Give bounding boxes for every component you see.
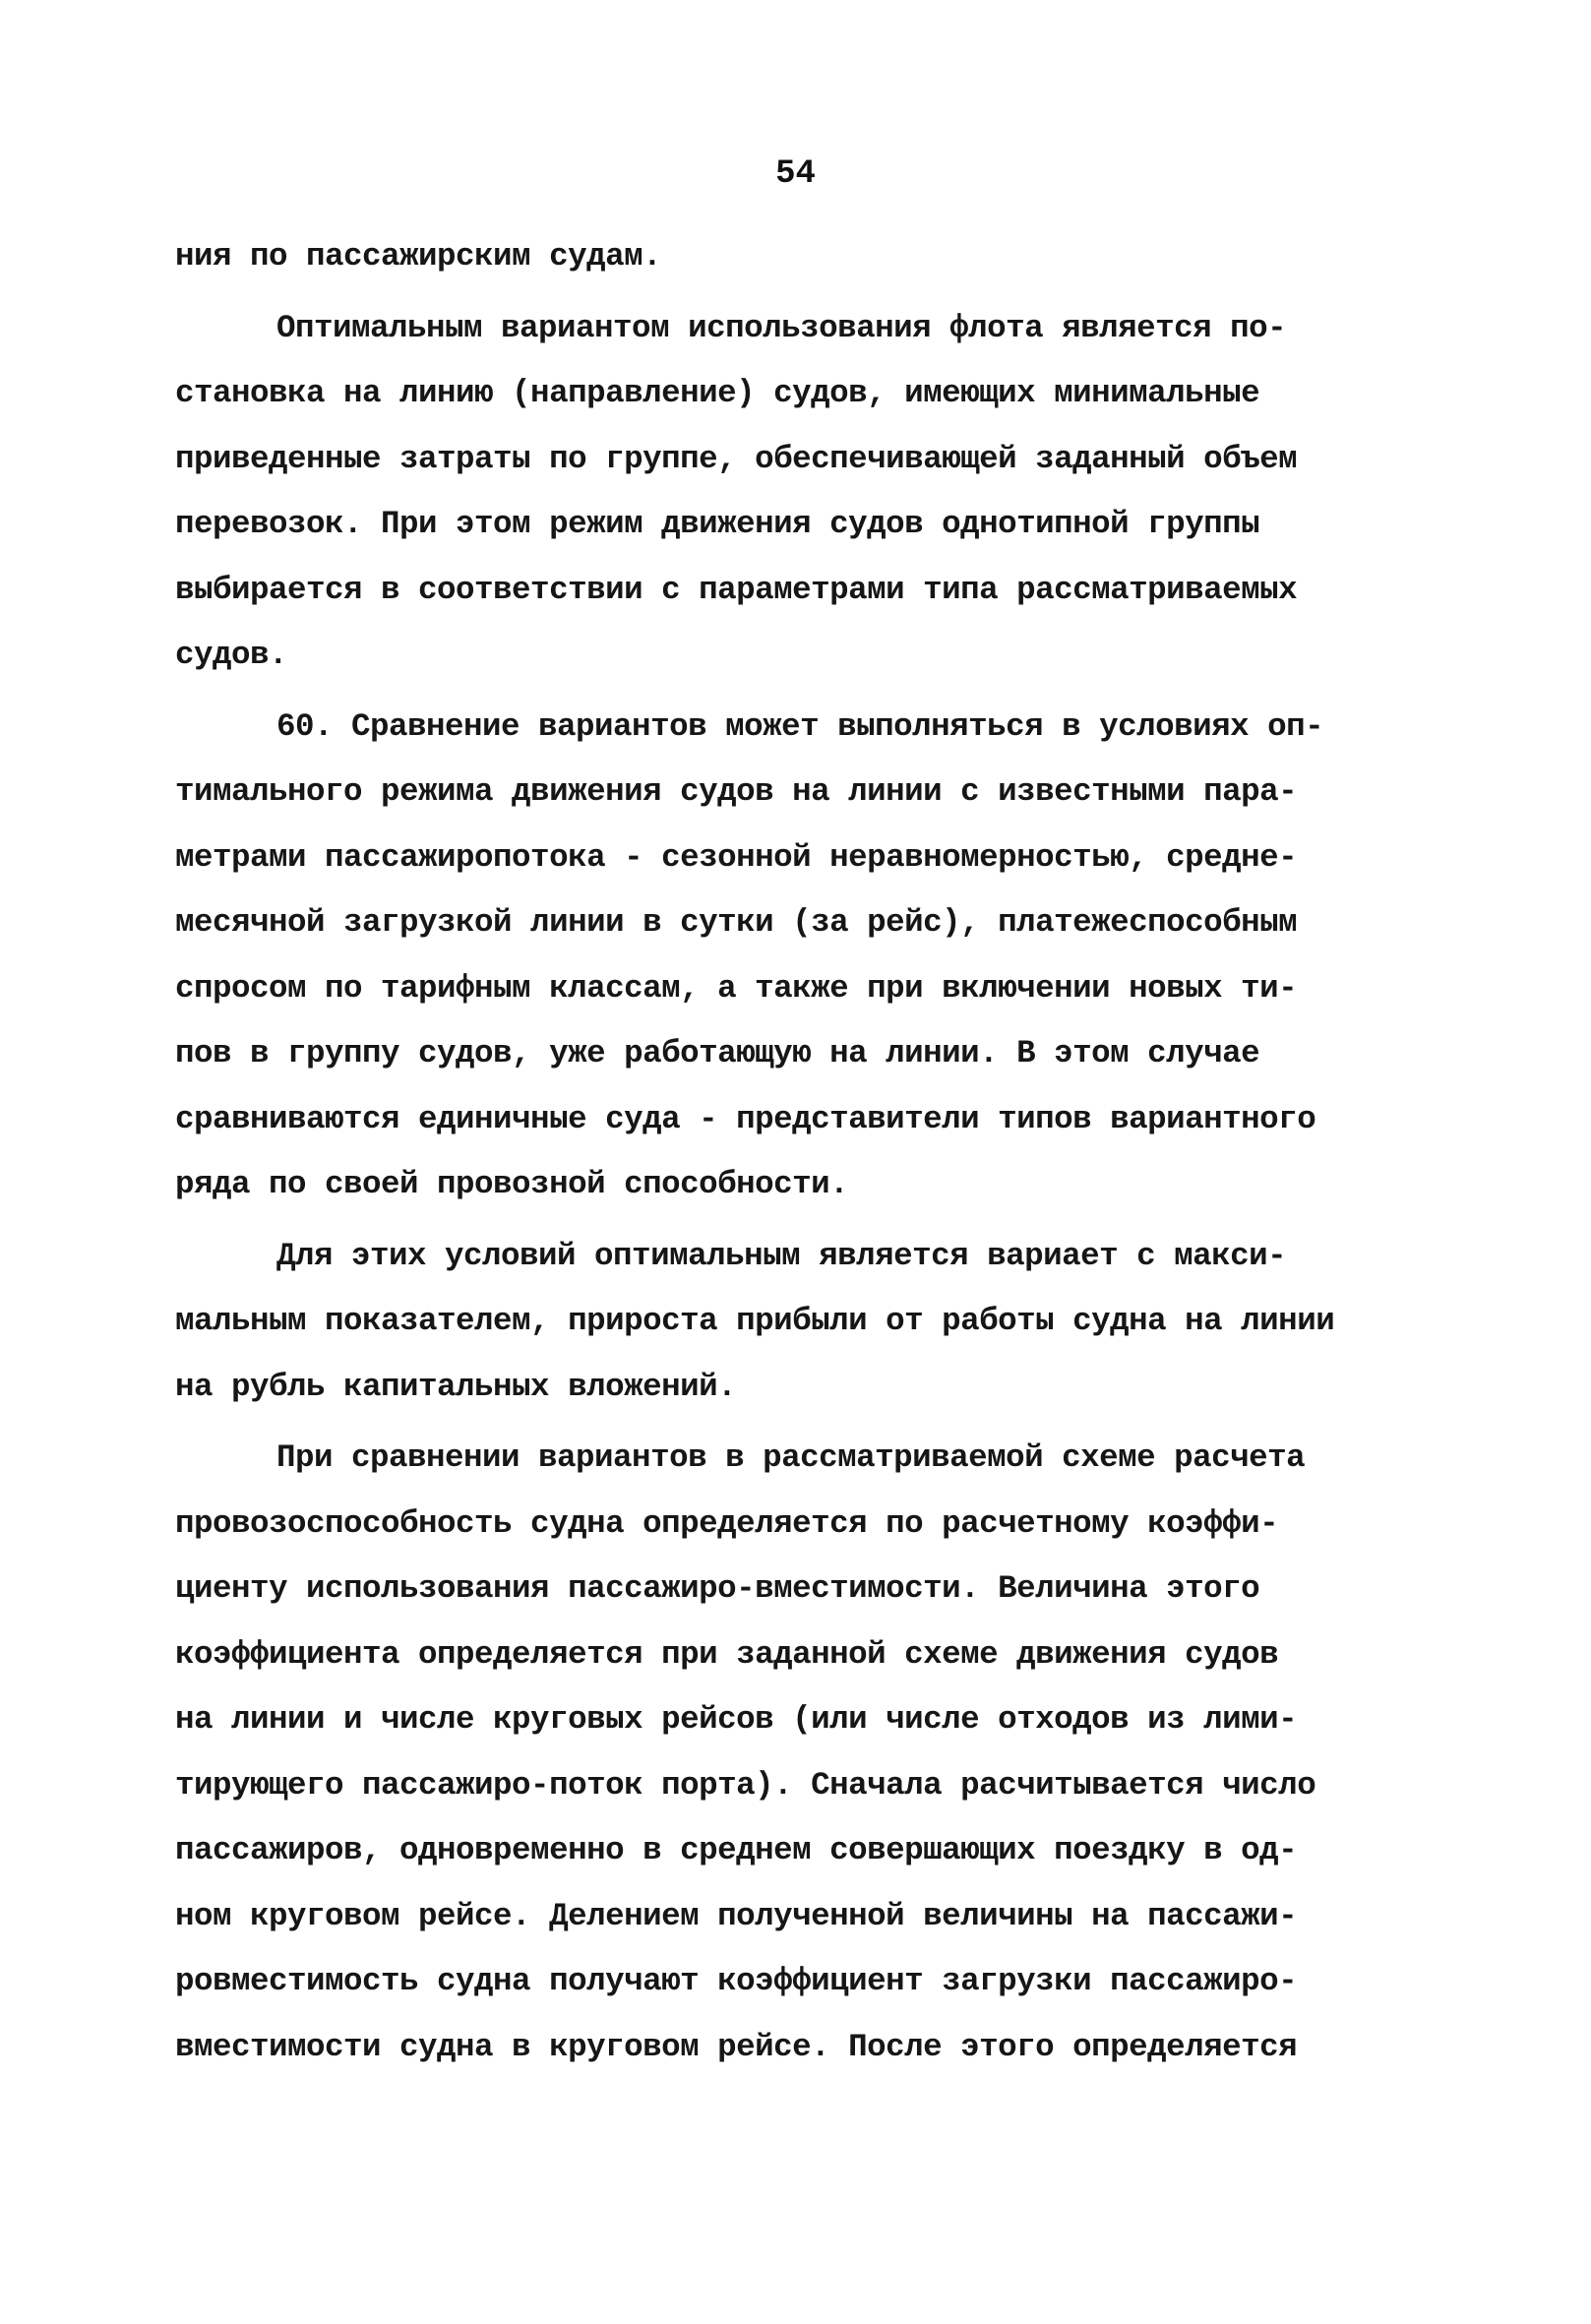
text-line: тимального режима движения судов на линии с известными пара- bbox=[175, 773, 1298, 810]
text-line: становка на линию (направление) судов, имеющих минимальные bbox=[175, 375, 1260, 411]
text-line: выбирается в соответствии с параметрами типа рассматриваемых bbox=[175, 571, 1298, 608]
text-line: судов. bbox=[175, 637, 288, 673]
text-line: ном круговом рейсе. Делением полученной величины на пассажи- bbox=[175, 1897, 1298, 1934]
body-text bbox=[175, 224, 1444, 2080]
text-line: мальным показателем, прироста прибыли от работы судна на линии bbox=[175, 1303, 1335, 1339]
text-line: циенту использования пассажиро-вместимости. Величина этого bbox=[175, 1570, 1260, 1607]
text-line: ния по пассажирским судам. bbox=[175, 238, 662, 275]
text-line: метрами пассажиропотока - сезонной неравномерностью, средне- bbox=[175, 838, 1298, 876]
text-line: ряда по своей провозной способности. bbox=[175, 1166, 849, 1202]
text-line: пассажиров, одновременно в среднем совершающих поездку в од- bbox=[175, 1832, 1298, 1868]
text-line: перевозок. При этом режим движения судов однотипной группы bbox=[175, 506, 1260, 542]
text-line: сравниваются единичные суда - представители типов вариантного bbox=[175, 1100, 1316, 1137]
paragraph-first-line: Для этих условий оптимальным является вариает с макси- bbox=[276, 1237, 1287, 1274]
text-line: пов в группу судов, уже работающую на линии. В этом случае bbox=[175, 1035, 1260, 1071]
paragraph-first-line: 60. Сравнение вариантов может выполняться в условиях оп- bbox=[276, 707, 1324, 745]
paragraph-first-line: Оптимальным вариантом использования флота является по- bbox=[276, 309, 1287, 346]
text-line: месячной загрузкой линии в сутки (за рейс), платежеспособным bbox=[175, 904, 1298, 941]
text-line: тирующего пассажиро-поток порта). Сначала расчитывается число bbox=[175, 1766, 1316, 1804]
text-line: на линии и числе круговых рейсов (или числе отходов из лими- bbox=[175, 1701, 1298, 1738]
text-line: ровместимость судна получают коэффициент загрузки пассажиро- bbox=[175, 1963, 1298, 1999]
text-line: спросом по тарифным классам, а также при включении новых ти- bbox=[175, 969, 1298, 1007]
text-line: коэффициента определяется при заданной схеме движения судов bbox=[175, 1635, 1279, 1673]
text-line: на рубль капитальных вложений. bbox=[175, 1368, 737, 1405]
paragraph-first-line: При сравнении вариантов в рассматриваемой схеме расчета bbox=[276, 1439, 1306, 1476]
page-number: 54 bbox=[775, 155, 816, 193]
text-line: вместимости судна в круговом рейсе. После этого определяется bbox=[175, 2028, 1298, 2065]
text-line: приведенные затраты по группе, обеспечивающей заданный объем bbox=[175, 440, 1298, 477]
text-line: провозоспособность судна определяется по расчетному коэффи- bbox=[175, 1504, 1279, 1542]
